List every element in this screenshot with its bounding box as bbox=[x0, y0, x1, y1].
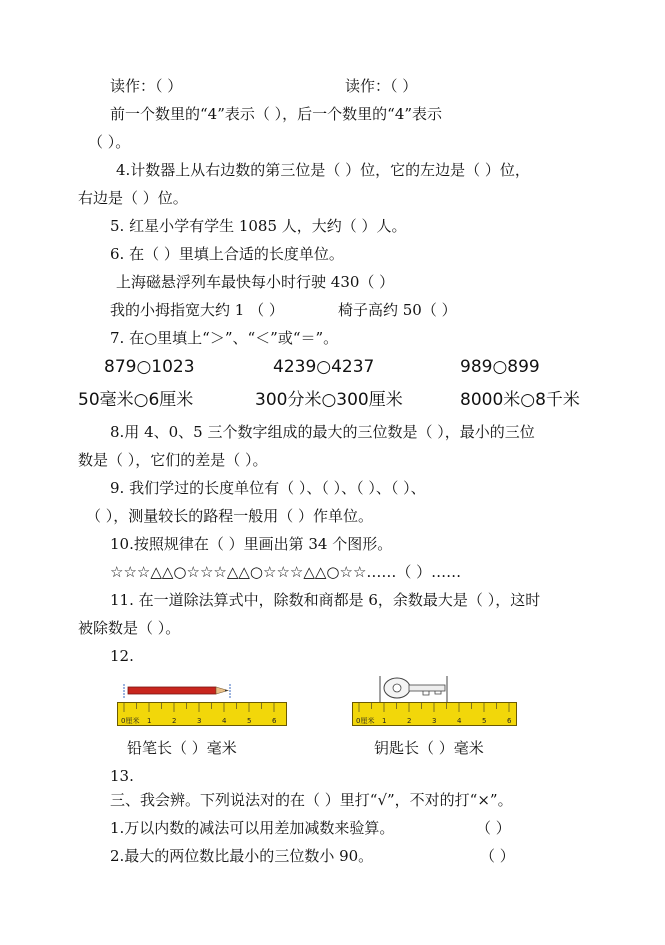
ruler-tick-label: 1 bbox=[382, 717, 387, 725]
ruler-unit-label: 0厘米 bbox=[356, 717, 375, 725]
ruler-tick-label: 5 bbox=[247, 717, 252, 725]
question-10: 10.按照规律在（ ）里画出第 34 个图形。 bbox=[110, 535, 393, 553]
compare-4: 50毫米○6厘米 bbox=[78, 390, 194, 410]
question-8-cont: 数是（ ），它们的差是（ ）。 bbox=[78, 451, 268, 469]
ruler-tick-label: 2 bbox=[172, 717, 177, 725]
question-5: 5. 红星小学有学生 1085 人，大约（ ）人。 bbox=[110, 217, 407, 235]
digit-meaning-line-cont: （ ）。 bbox=[88, 133, 131, 151]
question-6-item-1: 上海磁悬浮列车最快每小时行驶 430（ ） bbox=[116, 273, 395, 291]
compare-1: 879○1023 bbox=[104, 357, 195, 377]
compare-6: 8000米○8千米 bbox=[460, 390, 580, 410]
judge-item-2: 2.最大的两位数比最小的三位数小 90。 bbox=[110, 847, 374, 865]
question-11-cont: 被除数是（ ）。 bbox=[78, 619, 181, 637]
pencil-length-label: 铅笔长（ ）毫米 bbox=[127, 739, 237, 757]
ruler-tick-label: 3 bbox=[432, 717, 437, 725]
ruler-tick-label: 6 bbox=[272, 717, 277, 725]
key-length-label: 钥匙长（ ）毫米 bbox=[374, 739, 484, 757]
question-13: 13. bbox=[110, 767, 134, 785]
read-as-blank-1: 读作：（ ） bbox=[110, 77, 183, 95]
ruler-tick-label: 3 bbox=[197, 717, 202, 725]
ruler-tick-label: 6 bbox=[507, 717, 512, 725]
pattern-sequence: ☆☆☆△△○☆☆☆△△○☆☆☆△△○☆☆……（ ）…… bbox=[110, 563, 462, 581]
ruler-tick-label: 2 bbox=[407, 717, 412, 725]
digit-meaning-line: 前一个数里的“4”表示（ ），后一个数里的“4”表示 bbox=[110, 105, 443, 123]
question-7: 7. 在○里填上“＞”、“＜”或“＝”。 bbox=[110, 329, 339, 347]
ruler-pencil bbox=[117, 702, 287, 726]
question-4-cont: 右边是（ ）位。 bbox=[78, 189, 188, 207]
ruler-tick-label: 5 bbox=[482, 717, 487, 725]
pencil-icon bbox=[120, 684, 236, 698]
key-icon bbox=[377, 674, 457, 702]
ruler-tick-label: 4 bbox=[457, 717, 462, 725]
judge-item-1: 1.万以内数的减法可以用差加减数来验算。 bbox=[110, 819, 395, 837]
question-8: 8.用 4、0、5 三个数字组成的最大的三位数是（ ），最小的三位 bbox=[110, 423, 535, 441]
read-as-blank-2: 读作：（ ） bbox=[345, 77, 418, 95]
question-6-item-3: 椅子高约 50（ ） bbox=[338, 301, 457, 319]
compare-2: 4239○4237 bbox=[273, 357, 375, 377]
ruler-tick-label: 4 bbox=[222, 717, 227, 725]
question-12: 12. bbox=[110, 647, 134, 665]
ruler-unit-label: 0厘米 bbox=[121, 717, 140, 725]
ruler-tick-label: 1 bbox=[147, 717, 152, 725]
judge-item-1-blank: （ ） bbox=[476, 819, 511, 837]
compare-5: 300分米○300厘米 bbox=[255, 390, 403, 410]
question-9-cont: （ ），测量较长的路程一般用（ ）作单位。 bbox=[86, 507, 374, 525]
ruler-key bbox=[352, 702, 517, 726]
question-6-item-2: 我的小拇指宽大约 1 （ ） bbox=[110, 301, 284, 319]
section-3-title: 三、我会辨。下列说法对的在（ ）里打“√”，不对的打“×”。 bbox=[110, 791, 513, 809]
judge-item-2-blank: （ ） bbox=[480, 847, 515, 865]
question-11: 11. 在一道除法算式中，除数和商都是 6，余数最大是（ ），这时 bbox=[110, 591, 541, 609]
question-9: 9. 我们学过的长度单位有（ ）、（ ）、（ ）、（ ）、 bbox=[110, 479, 426, 497]
compare-3: 989○899 bbox=[460, 357, 540, 377]
question-6: 6. 在（ ）里填上合适的长度单位。 bbox=[110, 245, 344, 263]
question-4: 4.计数器上从右边数的第三位是（ ）位，它的左边是（ ）位， bbox=[116, 161, 530, 179]
